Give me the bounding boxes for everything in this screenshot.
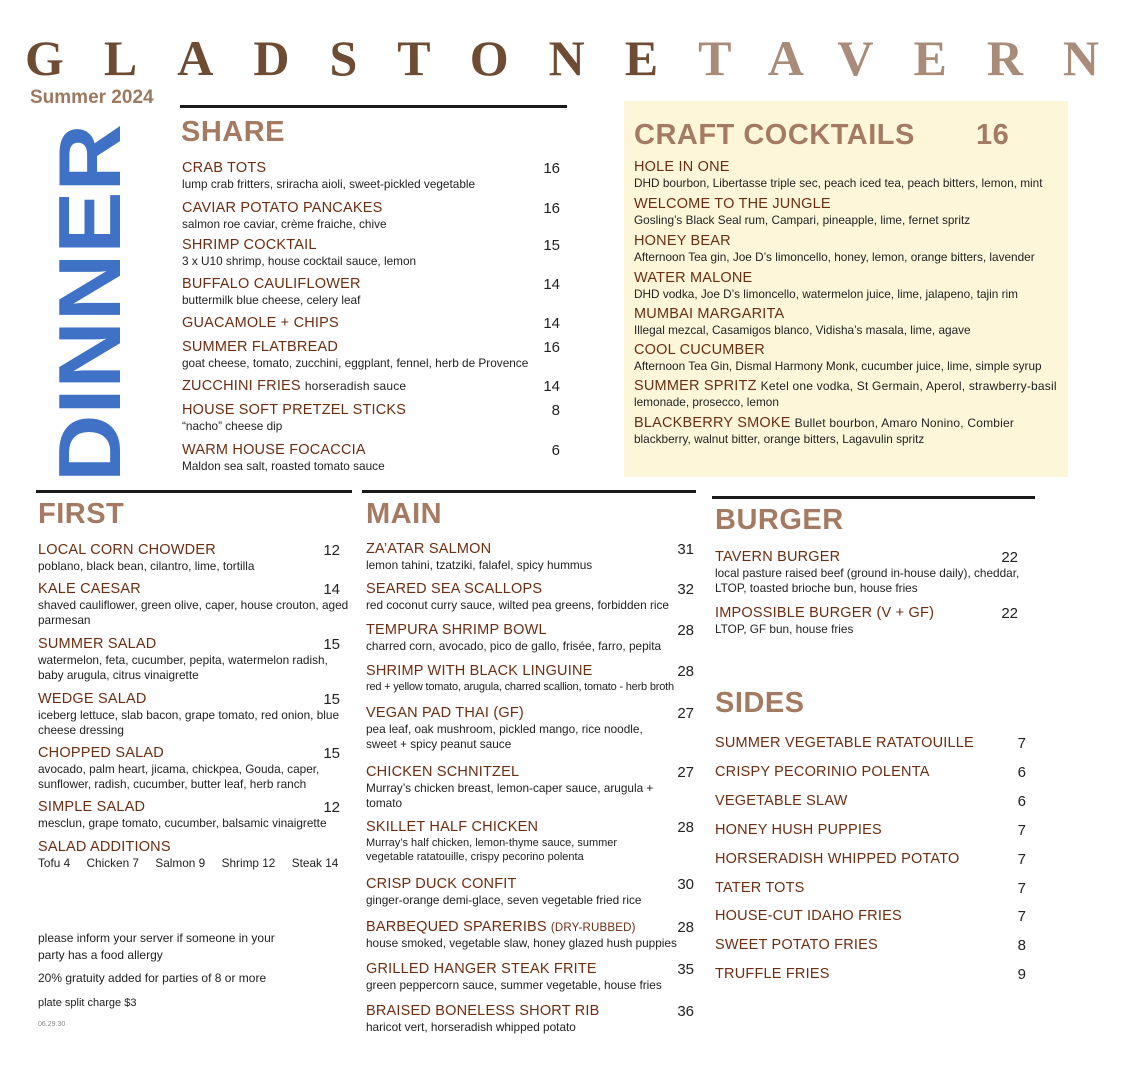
item-name: SUMMER FLATBREAD bbox=[182, 339, 339, 355]
main-item bbox=[366, 581, 669, 613]
item-price: 30 bbox=[677, 876, 694, 893]
item-name: SIMPLE SALAD bbox=[38, 799, 146, 815]
share-item bbox=[182, 160, 475, 192]
item-desc: shaved cauliflower, green olive, caper, house crouton, aged parmesan bbox=[38, 598, 349, 627]
item-name: HORSERADISH WHIPPED POTATO bbox=[715, 851, 960, 867]
item-name: SEARED SEA SCALLOPS bbox=[366, 581, 543, 597]
first-item bbox=[38, 839, 358, 871]
item-desc: “nacho” cheese dip bbox=[182, 419, 283, 433]
item-price: 12 bbox=[323, 542, 340, 559]
item-name: SUMMER SALAD bbox=[38, 636, 157, 652]
item-price: 28 bbox=[677, 819, 694, 836]
item-price: 28 bbox=[677, 622, 694, 639]
share-item bbox=[182, 442, 385, 474]
item-desc: red + yellow tomato, arugula, charred scallion, tomato - herb broth bbox=[366, 681, 674, 693]
item-name: HOUSE SOFT PRETZEL STICKS bbox=[182, 402, 407, 418]
share-item bbox=[182, 200, 387, 232]
item-desc: avocado, palm heart, jicama, chickpea, Gouda, caper, sunflower, radish, cucumber, butter leaf, herb ranch bbox=[38, 762, 320, 791]
dinner-vertical-label bbox=[40, 118, 139, 488]
cocktail-item bbox=[634, 159, 1043, 191]
first-item bbox=[38, 691, 353, 738]
item-desc: 3 x U10 shrimp, house cocktail sauce, lemon bbox=[182, 254, 417, 268]
item-name: ZA’ATAR SALMON bbox=[366, 541, 492, 557]
first-item bbox=[38, 542, 353, 574]
item-name: SKILLET HALF CHICKEN bbox=[366, 819, 539, 835]
item-price: 9 bbox=[1017, 966, 1026, 983]
item-desc: lump crab fritters, sriracha aioli, sweet-pickled vegetable bbox=[182, 177, 476, 191]
item-price: 7 bbox=[1017, 908, 1026, 925]
item-price: 16 bbox=[543, 339, 560, 356]
item-price: 31 bbox=[677, 541, 694, 558]
main-item bbox=[366, 663, 674, 695]
share-heading: SHARE bbox=[181, 116, 286, 148]
item-price: 16 bbox=[543, 200, 560, 217]
item-name: TEMPURA SHRIMP BOWL bbox=[366, 622, 547, 638]
item-price: 7 bbox=[1017, 851, 1026, 868]
item-desc: salmon roe caviar, crème fraiche, chive bbox=[182, 217, 387, 231]
item-name: CRISPY PECORINIO POLENTA bbox=[715, 764, 930, 780]
item-name: GUACAMOLE + CHIPS bbox=[182, 315, 339, 331]
item-name: TATER TOTS bbox=[715, 880, 805, 896]
item-desc: buttermilk blue cheese, celery leaf bbox=[182, 293, 361, 307]
item-name: VEGAN PAD THAI (GF) bbox=[366, 705, 524, 721]
share-item bbox=[182, 276, 361, 308]
item-name bbox=[634, 378, 1057, 394]
burger-rule bbox=[712, 496, 1035, 499]
item-name: TAVERN BURGER bbox=[715, 549, 841, 565]
item-name: SHRIMP COCKTAIL bbox=[182, 237, 317, 253]
item-tag: (DRY-RUBBED) bbox=[550, 922, 636, 934]
item-price: 15 bbox=[323, 636, 340, 653]
item-desc: Murray’s chicken breast, lemon-caper sauce, arugula + tomato bbox=[366, 781, 654, 810]
item-desc: lemon tahini, tzatziki, falafel, spicy hummus bbox=[366, 558, 593, 572]
item-name: LOCAL CORN CHOWDER bbox=[38, 542, 216, 558]
item-name: CHOPPED SALAD bbox=[38, 745, 164, 761]
item-desc: ginger-orange demi-glace, seven vegetable fried rice bbox=[366, 893, 642, 907]
item-desc: green peppercorn sauce, summer vegetable, house fries bbox=[366, 978, 662, 992]
first-item bbox=[38, 745, 353, 792]
main-item bbox=[366, 1003, 600, 1035]
item-desc: house smoked, vegetable slaw, honey glazed hush puppies bbox=[366, 936, 677, 950]
first-item bbox=[38, 581, 353, 628]
first-item bbox=[38, 636, 353, 683]
item-price: 36 bbox=[677, 1003, 694, 1020]
item-desc: blackberry, walnut bitter, orange bitters, Lagavulin spritz bbox=[634, 432, 925, 446]
item-desc: Tofu 4 Chicken 7 Salmon 9 Shrimp 12 Steak 14 bbox=[38, 856, 339, 870]
cocktails-price: 16 bbox=[976, 119, 1010, 151]
item-price: 28 bbox=[677, 919, 694, 936]
item-desc: lemonade, prosecco, lemon bbox=[634, 395, 779, 409]
item-price: 6 bbox=[551, 442, 560, 459]
item-desc: pea leaf, oak mushroom, pickled mango, rice noodle, sweet + spicy peanut sauce bbox=[366, 722, 643, 751]
item-inline-desc: Ketel one vodka, St Germain, Aperol, strawberry-basil bbox=[760, 379, 1057, 393]
item-name: SHRIMP WITH BLACK LINGUINE bbox=[366, 663, 593, 679]
item-price: 22 bbox=[1001, 549, 1018, 566]
item-name: WEDGE SALAD bbox=[38, 691, 147, 707]
item-name: CRAB TOTS bbox=[182, 160, 267, 176]
side-item bbox=[715, 880, 805, 896]
cocktail-item bbox=[634, 378, 1057, 410]
allergy-note: please inform your server if someone in your party has a food allergy bbox=[38, 931, 275, 962]
item-name: KALE CAESAR bbox=[38, 581, 141, 597]
item-name: CAVIAR POTATO PANCAKES bbox=[182, 200, 383, 216]
item-desc: Maldon sea salt, roasted tomato sauce bbox=[182, 459, 385, 473]
item-desc: charred corn, avocado, pico de gallo, frisée, farro, pepita bbox=[366, 639, 662, 653]
item-price: 15 bbox=[323, 691, 340, 708]
item-desc: LTOP, GF bun, house fries bbox=[715, 622, 854, 636]
item-price: 27 bbox=[677, 705, 694, 722]
item-name: COOL CUCUMBER bbox=[634, 342, 765, 358]
item-inline-desc: horseradish sauce bbox=[304, 379, 407, 393]
item-desc: Illegal mezcal, Casamigos blanco, Vidisha’s masala, lime, agave bbox=[634, 323, 971, 337]
item-name-text: SUMMER SPRITZ bbox=[634, 378, 757, 394]
item-price: 16 bbox=[543, 160, 560, 177]
item-desc: Murray’s half chicken, lemon-thyme sauce, summer vegetable ratatouille, crispy pecorino polenta bbox=[366, 837, 618, 863]
first-item bbox=[38, 799, 353, 831]
share-item bbox=[182, 237, 416, 269]
item-name: CRISP DUCK CONFIT bbox=[366, 876, 517, 892]
item-name: BUFFALO CAULIFLOWER bbox=[182, 276, 361, 292]
item-name: CHICKEN SCHNITZEL bbox=[366, 764, 520, 780]
item-name: WARM HOUSE FOCACCIA bbox=[182, 442, 366, 458]
item-name: SALAD ADDITIONS bbox=[38, 839, 171, 855]
item-price: 14 bbox=[543, 315, 560, 332]
main-rule bbox=[362, 490, 696, 493]
item-desc: local pasture raised beef (ground in-house daily), cheddar, LTOP, toasted brioche bun, house fries bbox=[715, 566, 1020, 595]
menu-code: 06.29.30 bbox=[38, 1021, 66, 1028]
restaurant-title bbox=[25, 28, 1139, 88]
side-item bbox=[715, 822, 882, 838]
main-item bbox=[366, 919, 677, 951]
share-item bbox=[182, 378, 406, 394]
item-name: WELCOME TO THE JUNGLE bbox=[634, 196, 831, 212]
side-item bbox=[715, 735, 974, 751]
item-desc: Gosling’s Black Seal rum, Campari, pineapple, lime, fernet spritz bbox=[634, 213, 971, 227]
side-item bbox=[715, 851, 959, 867]
item-name bbox=[182, 378, 406, 394]
side-item bbox=[715, 966, 830, 982]
gratuity-note: 20% gratuity added for parties of 8 or more bbox=[38, 971, 267, 985]
share-rule bbox=[180, 105, 567, 108]
side-item bbox=[715, 793, 848, 809]
item-desc: red coconut curry sauce, wilted pea greens, forbidden rice bbox=[366, 598, 669, 612]
main-item bbox=[366, 876, 641, 908]
item-price: 8 bbox=[551, 402, 560, 419]
title-gladstone: GLADSTONE bbox=[25, 30, 699, 86]
item-price: 14 bbox=[543, 378, 560, 395]
item-price: 7 bbox=[1017, 822, 1026, 839]
item-price: 32 bbox=[677, 581, 694, 598]
share-item bbox=[182, 339, 528, 371]
side-item bbox=[715, 764, 930, 780]
item-name: VEGETABLE SLAW bbox=[715, 793, 848, 809]
season-label: Summer 2024 bbox=[30, 87, 154, 108]
item-name: MUMBAI MARGARITA bbox=[634, 306, 785, 322]
item-name: IMPOSSIBLE BURGER (V + GF) bbox=[715, 605, 935, 621]
item-desc: haricot vert, horseradish whipped potato bbox=[366, 1020, 576, 1034]
item-name: HONEY HUSH PUPPIES bbox=[715, 822, 882, 838]
split-charge-note: plate split charge $3 bbox=[38, 997, 137, 1009]
item-price: 6 bbox=[1017, 764, 1026, 781]
main-item bbox=[366, 541, 592, 573]
item-name: GRILLED HANGER STEAK FRITE bbox=[366, 961, 597, 977]
item-name-text: BLACKBERRY SMOKE bbox=[634, 415, 791, 431]
first-heading: FIRST bbox=[38, 498, 125, 530]
item-price: 14 bbox=[323, 581, 340, 598]
item-name: BRAISED BONELESS SHORT RIB bbox=[366, 1003, 600, 1019]
first-rule bbox=[36, 490, 352, 493]
item-name: HONEY BEAR bbox=[634, 233, 731, 249]
burger-item bbox=[715, 605, 934, 637]
item-name: TRUFFLE FRIES bbox=[715, 966, 830, 982]
item-price: 7 bbox=[1017, 880, 1026, 897]
cocktail-item bbox=[634, 196, 970, 228]
item-name bbox=[366, 919, 677, 935]
item-name: WATER MALONE bbox=[634, 270, 753, 286]
item-price: 35 bbox=[677, 961, 694, 978]
item-desc: iceberg lettuce, slab bacon, grape tomato, red onion, blue cheese dressing bbox=[38, 708, 340, 737]
item-desc: goat cheese, tomato, zucchini, eggplant, fennel, herb de Provence bbox=[182, 356, 529, 370]
item-desc: watermelon, feta, cucumber, pepita, watermelon radish, baby arugula, citrus vinaigrette bbox=[38, 653, 328, 682]
title-tavern: TAVERN bbox=[698, 30, 1139, 86]
item-name-text: ZUCCHINI FRIES bbox=[182, 378, 301, 394]
cocktails-heading: CRAFT COCKTAILS bbox=[634, 119, 915, 151]
item-price: 6 bbox=[1017, 793, 1026, 810]
item-name: HOUSE-CUT IDAHO FRIES bbox=[715, 908, 902, 924]
main-item bbox=[366, 622, 661, 654]
item-desc: Afternoon Tea Gin, Dismal Harmony Monk, cucumber juice, lime, simple syrup bbox=[634, 359, 1042, 373]
item-name: HOLE IN ONE bbox=[634, 159, 730, 175]
cocktail-item bbox=[634, 306, 971, 338]
item-desc: DHD bourbon, Libertasse triple sec, peach iced tea, peach bitters, lemon, mint bbox=[634, 176, 1043, 190]
cocktail-item bbox=[634, 415, 1014, 447]
burger-heading: BURGER bbox=[715, 504, 844, 536]
item-desc: DHD vodka, Joe D’s limoncello, watermelon juice, lime, jalapeno, tajin rim bbox=[634, 287, 1018, 301]
item-name: SUMMER VEGETABLE RATATOUILLE bbox=[715, 735, 974, 751]
cocktail-item bbox=[634, 342, 1042, 374]
side-item bbox=[715, 908, 902, 924]
item-name bbox=[634, 415, 1014, 431]
item-desc: mesclun, grape tomato, cucumber, balsamic vinaigrette bbox=[38, 816, 327, 830]
item-price: 14 bbox=[543, 276, 560, 293]
item-name-text: BARBEQUED SPARERIBS bbox=[366, 919, 547, 935]
cocktail-item bbox=[634, 233, 1035, 265]
item-price: 12 bbox=[323, 799, 340, 816]
item-price: 8 bbox=[1017, 937, 1026, 954]
item-name: SWEET POTATO FRIES bbox=[715, 937, 878, 953]
share-item bbox=[182, 315, 339, 331]
dinner-vertical-text: DINNER bbox=[40, 144, 139, 482]
main-item bbox=[366, 961, 662, 993]
item-price: 15 bbox=[323, 745, 340, 762]
share-item bbox=[182, 402, 406, 434]
side-item bbox=[715, 937, 878, 953]
item-price: 7 bbox=[1017, 735, 1026, 752]
item-price: 22 bbox=[1001, 605, 1018, 622]
item-inline-desc: Bullet bourbon, Amaro Nonino, Combier bbox=[794, 416, 1015, 430]
item-desc: poblano, black bean, cilantro, lime, tortilla bbox=[38, 559, 255, 573]
main-item bbox=[366, 764, 656, 811]
sides-heading: SIDES bbox=[715, 687, 805, 719]
main-heading: MAIN bbox=[366, 498, 443, 530]
main-item bbox=[366, 705, 666, 752]
main-item bbox=[366, 819, 666, 864]
item-price: 27 bbox=[677, 764, 694, 781]
item-price: 15 bbox=[543, 237, 560, 254]
cocktail-item bbox=[634, 270, 1018, 302]
item-price: 28 bbox=[677, 663, 694, 680]
item-desc: Afternoon Tea gin, Joe D’s limoncello, honey, lemon, orange bitters, lavender bbox=[634, 250, 1035, 264]
